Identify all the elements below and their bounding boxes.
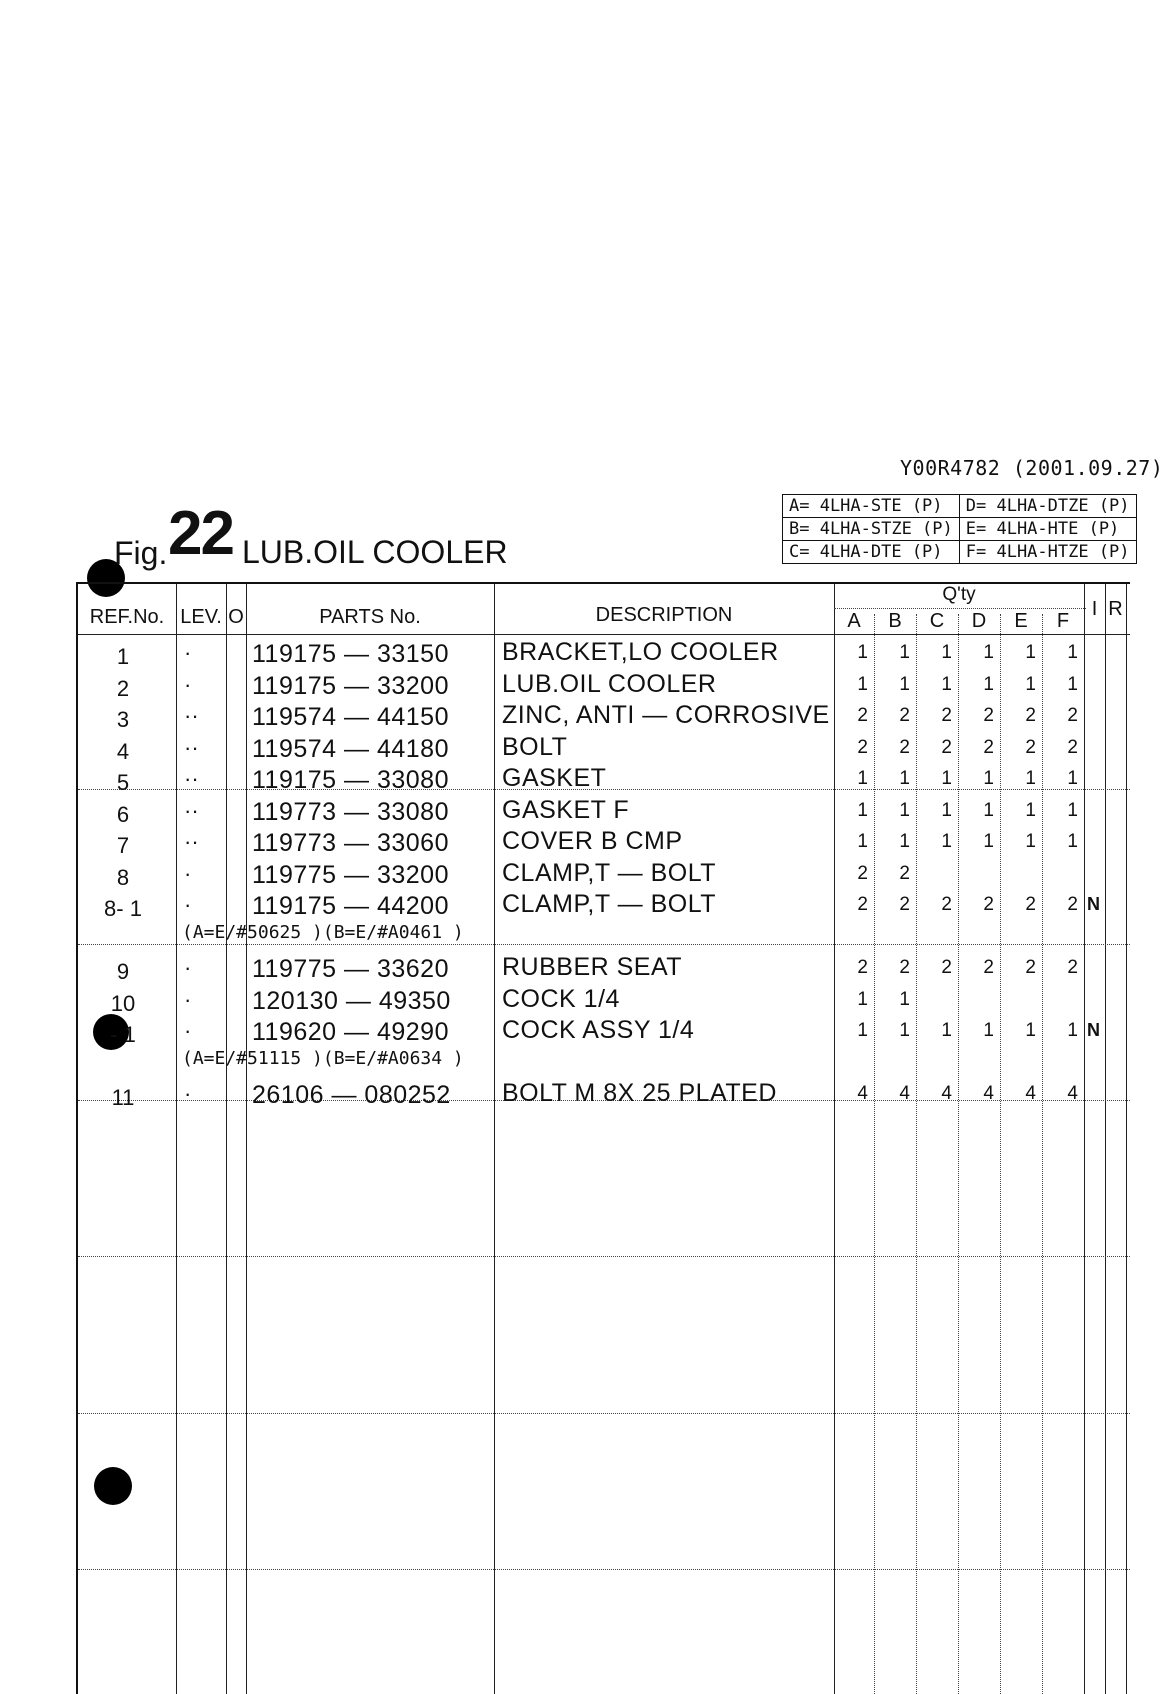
part-number: 119574 — 44180 xyxy=(252,734,449,763)
quantity-a: 1 xyxy=(857,642,868,663)
quantity-a: 2 xyxy=(857,957,868,978)
ref-number: 10 xyxy=(110,990,136,1016)
quantity-e: 1 xyxy=(1025,799,1036,821)
ref-number: 1 xyxy=(116,644,130,669)
header-qty-d: D xyxy=(971,610,987,632)
quantity-b: 1 xyxy=(899,799,910,821)
quantity-e: 4 xyxy=(1025,1083,1036,1104)
ref-number: 8 xyxy=(116,864,130,890)
quantity-a: 1 xyxy=(857,988,868,1010)
part-description: GASKET F xyxy=(502,795,630,824)
part-description: GASKET xyxy=(502,764,607,792)
quantity-e: 2 xyxy=(1025,894,1036,915)
part-number: 119775 — 33620 xyxy=(252,955,449,983)
serial-note: (A=E/#50625 )(B=E/#A0461 ) xyxy=(182,921,464,943)
part-number: 119175 — 33080 xyxy=(252,766,449,794)
ref-number: 6 xyxy=(116,801,130,827)
quantity-a: 1 xyxy=(857,1020,868,1041)
quantity-b: 1 xyxy=(899,673,910,695)
part-description: LUB.OIL COOLER xyxy=(502,669,717,698)
quantity-d: 1 xyxy=(983,1020,994,1041)
legend-row xyxy=(783,541,1137,564)
level-dots: · xyxy=(184,1018,192,1043)
legend-cell: C= 4LHA-DTE (P) xyxy=(783,541,960,564)
legend-cell: A= 4LHA-STE (P) xyxy=(783,495,960,518)
part-description: BOLT xyxy=(502,732,568,761)
quantity-b: 4 xyxy=(899,1083,910,1104)
quantity-c: 2 xyxy=(941,736,952,758)
quantity-e: 1 xyxy=(1025,1020,1036,1041)
legend-row xyxy=(783,518,1137,541)
serial-note: (A=E/#51115 )(B=E/#A0634 ) xyxy=(182,1047,464,1069)
quantity-f: 1 xyxy=(1067,673,1078,695)
quantity-c: 2 xyxy=(941,894,952,915)
legend-cell: D= 4LHA-DTZE (P) xyxy=(959,495,1136,518)
header-qty-a: A xyxy=(847,610,861,632)
part-number: 119773 — 33060 xyxy=(252,829,449,857)
legend-cell: B= 4LHA-STZE (P) xyxy=(783,518,960,541)
part-description: BOLT M 8X 25 PLATED xyxy=(502,1079,777,1107)
document-reference: Y00R4782 (2001.09.27) xyxy=(900,456,1164,480)
part-number: 119620 — 49290 xyxy=(252,1018,449,1046)
quantity-e: 2 xyxy=(1025,957,1036,978)
header-qty: Q'ty xyxy=(942,584,976,605)
quantity-e: 1 xyxy=(1025,642,1036,663)
header-qty-f: F xyxy=(1056,610,1070,632)
quantity-e: 2 xyxy=(1025,736,1036,758)
quantity-f: 2 xyxy=(1067,894,1078,915)
quantity-b: 1 xyxy=(899,1020,910,1041)
quantity-f: 1 xyxy=(1067,799,1078,821)
quantity-c: 4 xyxy=(941,1083,952,1104)
header-qty-c: C xyxy=(929,610,945,632)
part-number: 119175 — 44200 xyxy=(252,892,449,920)
quantity-c: 1 xyxy=(941,1020,952,1041)
part-description: RUBBER SEAT xyxy=(502,953,683,981)
figure-label: Fig. xyxy=(114,535,168,571)
quantity-b: 2 xyxy=(899,736,910,758)
level-dots: · xyxy=(184,640,192,665)
quantity-d: 2 xyxy=(983,705,994,726)
part-number: 119773 — 33080 xyxy=(252,797,449,826)
ref-number: 8- 1 xyxy=(104,896,142,921)
ref-number: 3 xyxy=(116,707,130,732)
header-level: LEV. xyxy=(180,606,222,628)
part-number: 119175 — 33200 xyxy=(252,671,449,700)
level-dots: ·· xyxy=(184,734,199,760)
part-description: CLAMP,T — BOLT xyxy=(502,858,717,887)
level-dots: · xyxy=(184,892,192,917)
figure-title: LUB.OIL COOLER xyxy=(242,534,508,570)
quantity-b: 2 xyxy=(899,894,910,915)
quantity-c: 1 xyxy=(941,799,952,821)
part-description: CLAMP,T — BOLT xyxy=(502,890,717,918)
quantity-f: 1 xyxy=(1067,1020,1078,1041)
header-o: O xyxy=(228,606,244,628)
quantity-d: 2 xyxy=(983,736,994,758)
part-number: 26106 — 080252 xyxy=(252,1081,451,1109)
quantity-b: 1 xyxy=(899,642,910,663)
legend-row xyxy=(783,495,1137,518)
quantity-f: 2 xyxy=(1067,957,1078,978)
quantity-f: 4 xyxy=(1067,1083,1078,1104)
part-number: 119775 — 33200 xyxy=(252,860,449,889)
quantity-c: 1 xyxy=(941,831,952,852)
part-description: BRACKET,LO COOLER xyxy=(502,638,779,666)
level-dots: ·· xyxy=(184,766,199,791)
level-dots: · xyxy=(184,986,192,1012)
figure-number: 22 xyxy=(168,499,233,568)
part-number: 119574 — 44150 xyxy=(252,703,449,731)
legend-cell: F= 4LHA-HTZE (P) xyxy=(959,541,1136,564)
ref-number: 9 xyxy=(116,959,130,984)
parts-table xyxy=(76,582,1130,1694)
level-dots: · xyxy=(184,860,192,886)
header-parts-no: PARTS No. xyxy=(319,606,421,628)
quantity-a: 2 xyxy=(857,894,868,915)
model-legend xyxy=(782,494,1137,564)
part-number: 119175 — 33150 xyxy=(252,640,449,668)
quantity-c: 1 xyxy=(941,642,952,663)
quantity-f: 1 xyxy=(1067,831,1078,852)
part-number: 120130 — 49350 xyxy=(252,986,451,1015)
quantity-f: 2 xyxy=(1067,705,1078,726)
quantity-d: 1 xyxy=(983,831,994,852)
quantity-e: 1 xyxy=(1025,768,1036,789)
ref-number: 7 xyxy=(116,833,130,858)
header-r: R xyxy=(1108,598,1123,620)
quantity-b: 1 xyxy=(899,768,910,789)
quantity-d: 1 xyxy=(983,673,994,695)
ref-number: 2 xyxy=(116,675,130,701)
level-dots: ·· xyxy=(184,829,199,854)
quantity-a: 1 xyxy=(857,799,868,821)
ref-number: 4 xyxy=(116,738,130,764)
quantity-d: 1 xyxy=(983,768,994,789)
header-qty-e: E xyxy=(1014,610,1028,632)
quantity-e: 1 xyxy=(1025,673,1036,695)
quantity-e: 1 xyxy=(1025,831,1036,852)
quantity-f: 1 xyxy=(1067,642,1078,663)
header-description: DESCRIPTION xyxy=(595,604,733,626)
level-dots: ·· xyxy=(184,703,199,728)
part-description: COCK 1/4 xyxy=(502,984,620,1013)
quantity-a: 2 xyxy=(857,862,868,884)
quantity-a: 1 xyxy=(857,673,868,695)
quantity-b: 2 xyxy=(899,957,910,978)
part-description: COCK ASSY 1/4 xyxy=(502,1016,695,1044)
quantity-a: 2 xyxy=(857,705,868,726)
level-dots: · xyxy=(184,671,192,697)
quantity-c: 2 xyxy=(941,957,952,978)
quantity-a: 4 xyxy=(857,1083,868,1104)
level-dots: ·· xyxy=(184,797,199,823)
ref-number: 5 xyxy=(116,770,130,795)
quantity-e: 2 xyxy=(1025,705,1036,726)
ref-number: - 1 xyxy=(110,1022,136,1047)
quantity-c: 2 xyxy=(941,705,952,726)
quantity-d: 1 xyxy=(983,642,994,663)
quantity-a: 1 xyxy=(857,768,868,789)
quantity-a: 1 xyxy=(857,831,868,852)
header-ref-no: REF.No. xyxy=(89,606,165,628)
interchange-flag: N xyxy=(1087,1020,1100,1040)
interchange-flag: N xyxy=(1087,894,1100,914)
header-i: I xyxy=(1091,598,1098,620)
quantity-f: 2 xyxy=(1067,736,1078,758)
part-description: COVER B CMP xyxy=(502,827,683,855)
ref-number: 11 xyxy=(111,1085,135,1110)
quantity-f: 1 xyxy=(1067,768,1078,789)
level-dots: · xyxy=(184,1081,192,1106)
quantity-b: 2 xyxy=(899,862,910,884)
legend-cell: E= 4LHA-HTE (P) xyxy=(959,518,1136,541)
quantity-b: 2 xyxy=(899,705,910,726)
quantity-b: 1 xyxy=(899,831,910,852)
part-description: ZINC, ANTI — CORROSIVE xyxy=(502,701,830,729)
quantity-d: 1 xyxy=(983,799,994,821)
quantity-b: 1 xyxy=(899,988,910,1010)
level-dots: · xyxy=(184,955,192,980)
quantity-c: 1 xyxy=(941,768,952,789)
header-qty-b: B xyxy=(888,610,902,632)
quantity-a: 2 xyxy=(857,736,868,758)
quantity-d: 4 xyxy=(983,1083,994,1104)
quantity-d: 2 xyxy=(983,957,994,978)
quantity-c: 1 xyxy=(941,673,952,695)
quantity-d: 2 xyxy=(983,894,994,915)
